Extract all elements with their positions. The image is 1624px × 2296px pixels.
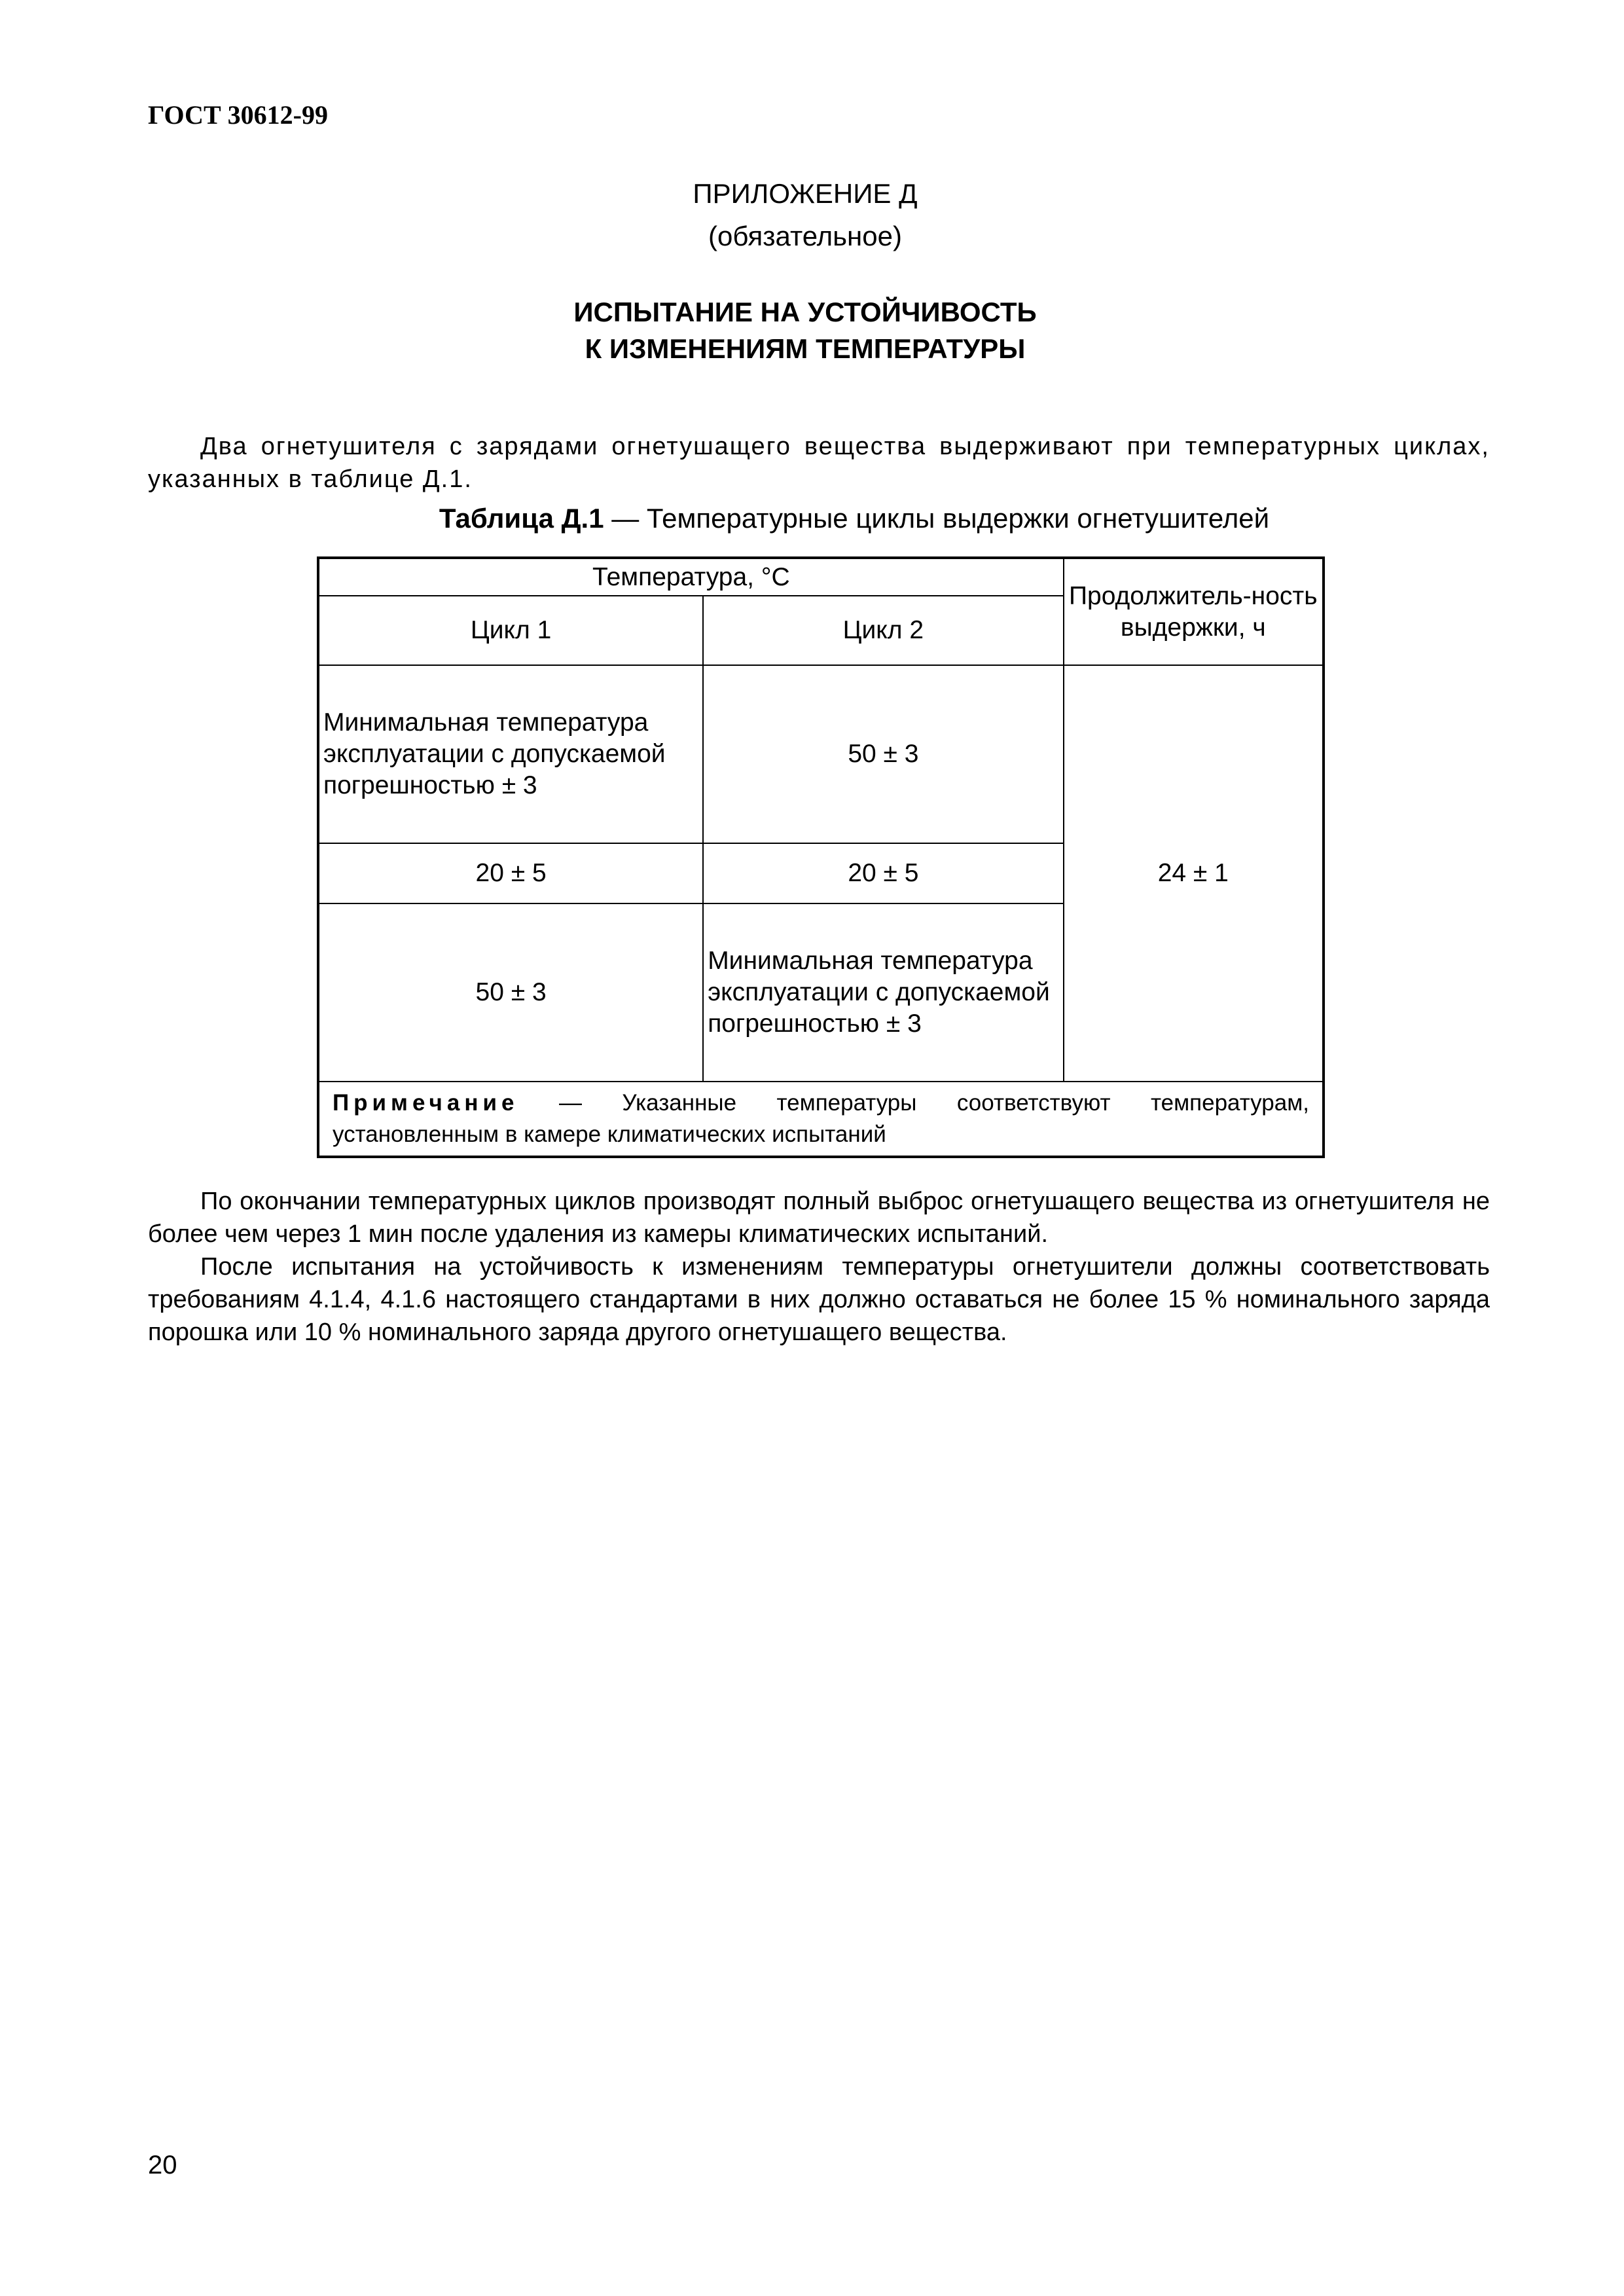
header-cycle2: Цикл 2	[703, 596, 1063, 665]
row1-cycle2: 50 ± 3	[703, 665, 1063, 843]
appendix-heading-line2: К ИЗМЕНЕНИЯМ ТЕМПЕРАТУРЫ	[585, 333, 1026, 364]
table-note	[318, 1082, 1324, 1157]
appendix-status: (обязательное)	[708, 221, 902, 251]
appendix-title: ПРИЛОЖЕНИЕ Д	[693, 178, 918, 209]
header-duration: Продолжитель-ность выдержки, ч	[1064, 558, 1324, 665]
intro-paragraph: Два огнетушителя с зарядами огнетушащего вещества выдерживают при температурных циклах, указанных в таблице Д.1.	[148, 433, 1490, 493]
paragraph-after-table-1: По окончании температурных циклов производят полный выброс огнетушащего вещества из огнетушителя не более чем через 1 мин после удаления из камеры климатических испытаний.	[148, 1188, 1490, 1248]
note-text: — Указанные температуры соответствуют температурам, установленным в камере климатических испытаний	[333, 1090, 1309, 1147]
row1-cycle1: Минимальная температура эксплуатации с допускаемой погрешностью ± 3	[318, 665, 703, 843]
duration-value: 24 ± 1	[1064, 665, 1324, 1082]
header-temperature: Температура, °С	[318, 558, 1064, 596]
table-caption-label: Таблица Д.1	[439, 503, 604, 534]
temperature-cycles-table	[317, 556, 1325, 1158]
table-caption-text: — Температурные циклы выдержки огнетушителей	[604, 503, 1270, 534]
row2-cycle1: 20 ± 5	[318, 843, 703, 903]
row2-cycle2: 20 ± 5	[703, 843, 1063, 903]
standard-header: ГОСТ 30612-99	[148, 100, 328, 130]
note-label: Примечание	[333, 1090, 519, 1116]
row3-cycle1: 50 ± 3	[318, 903, 703, 1082]
header-cycle1: Цикл 1	[318, 596, 703, 665]
row3-cycle2: Минимальная температура эксплуатации с допускаемой погрешностью ± 3	[703, 903, 1063, 1082]
table-caption	[262, 503, 1447, 534]
appendix-heading-line1: ИСПЫТАНИЕ НА УСТОЙЧИВОСТЬ	[573, 297, 1037, 327]
page-number: 20	[148, 2151, 177, 2179]
paragraph-after-table-2: После испытания на устойчивость к изменениям температуры огнетушители должны соответствовать требованиям 4.1.4, 4.1.6 настоящего стандартами в них должно оставаться не более 15 % номинального заряда порошка или 10 % номинального заряда другого огнетушащего вещества.	[148, 1253, 1490, 1346]
